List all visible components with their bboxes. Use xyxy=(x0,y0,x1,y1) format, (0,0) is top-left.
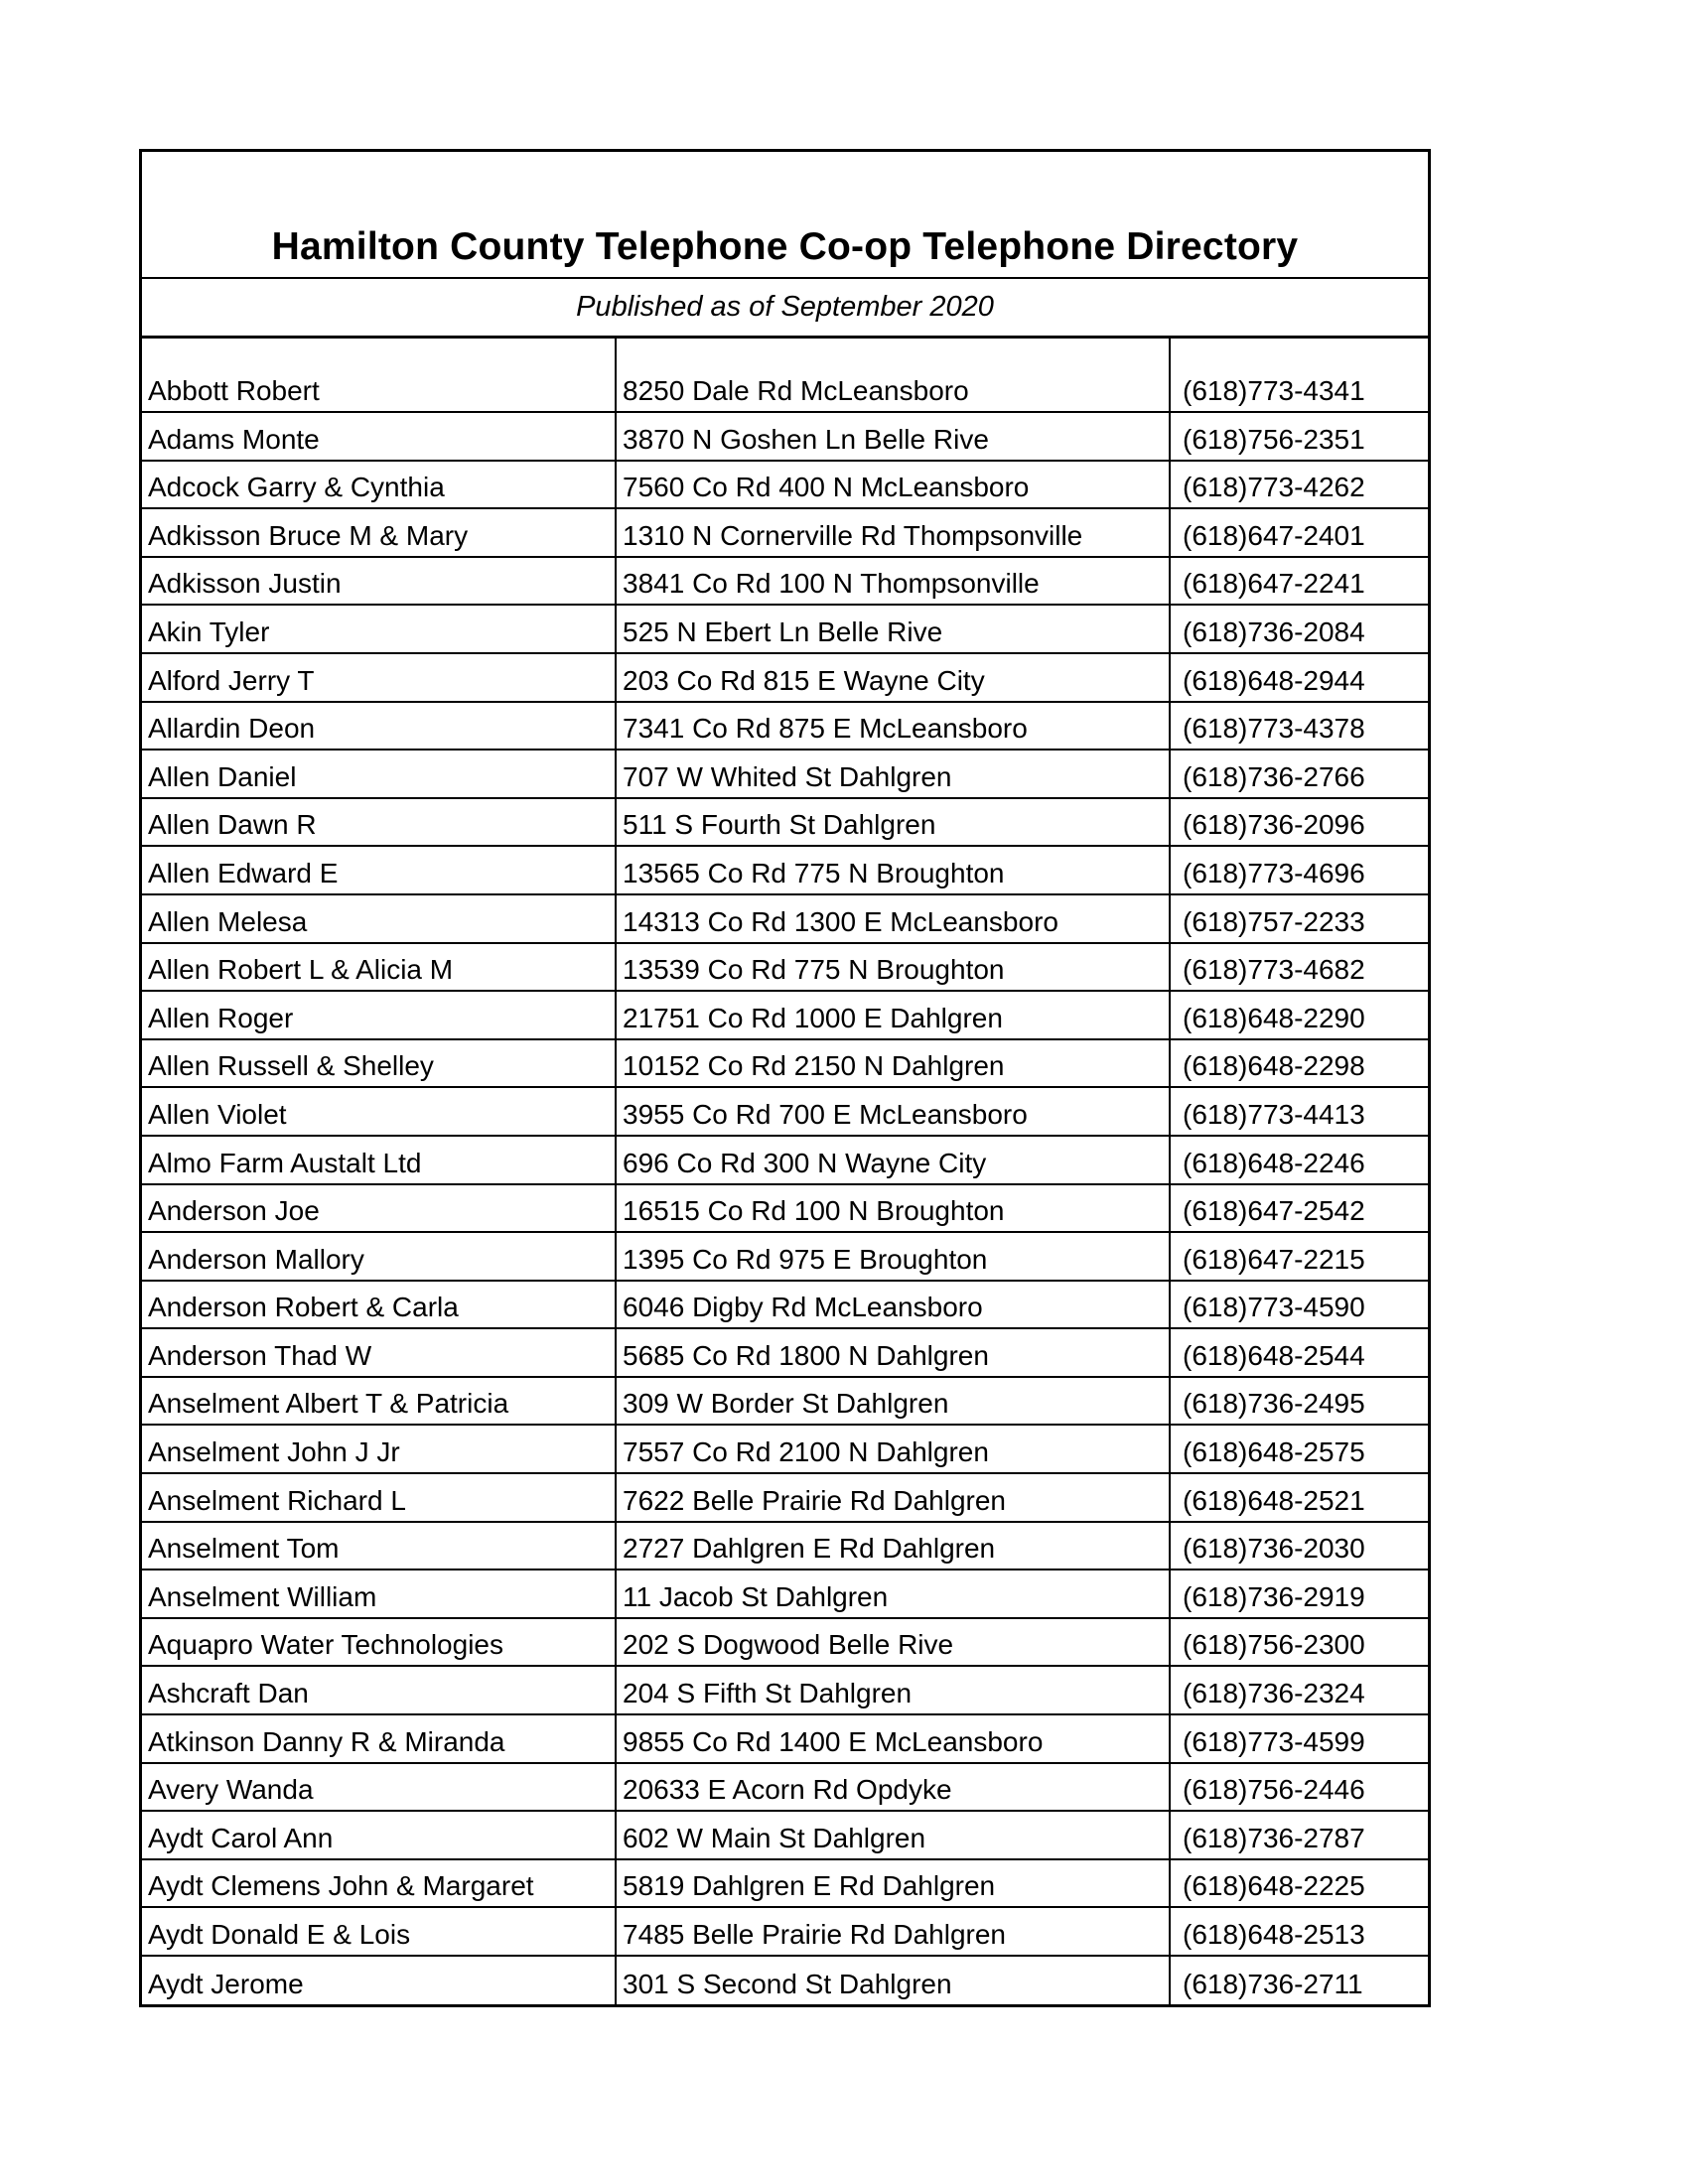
listing-name: Anselment Richard L xyxy=(142,1473,616,1522)
table-row xyxy=(142,412,1428,461)
listing-address: 8250 Dale Rd McLeansboro xyxy=(616,339,1170,412)
listing-name: Anselment William xyxy=(142,1570,616,1618)
table-row xyxy=(142,1570,1428,1618)
table-row xyxy=(142,1522,1428,1570)
listing-phone: (618)773-4413 xyxy=(1170,1087,1428,1136)
listing-phone: (618)647-2215 xyxy=(1170,1232,1428,1281)
listing-name: Allen Melesa xyxy=(142,894,616,943)
listing-name: Aquapro Water Technologies xyxy=(142,1618,616,1667)
table-row xyxy=(142,894,1428,943)
page-title: Hamilton County Telephone Co-op Telephone Directory xyxy=(271,225,1299,268)
listing-phone: (618)736-2495 xyxy=(1170,1377,1428,1426)
directory-table xyxy=(142,339,1428,2004)
listing-name: Atkinson Danny R & Miranda xyxy=(142,1714,616,1763)
listing-phone: (618)736-2711 xyxy=(1170,1956,1428,2004)
listing-name: Allen Daniel xyxy=(142,750,616,798)
table-row xyxy=(142,1859,1428,1908)
listing-phone: (618)773-4341 xyxy=(1170,339,1428,412)
listing-address: 309 W Border St Dahlgren xyxy=(616,1377,1170,1426)
listing-address: 301 S Second St Dahlgren xyxy=(616,1956,1170,2004)
directory-table-body xyxy=(142,339,1428,2004)
listing-phone: (618)773-4590 xyxy=(1170,1281,1428,1329)
table-row xyxy=(142,846,1428,894)
listing-phone: (618)648-2298 xyxy=(1170,1039,1428,1088)
listing-phone: (618)756-2300 xyxy=(1170,1618,1428,1667)
listing-phone: (618)736-2787 xyxy=(1170,1811,1428,1859)
listing-phone: (618)736-2766 xyxy=(1170,750,1428,798)
listing-phone: (618)773-4682 xyxy=(1170,943,1428,992)
table-row xyxy=(142,1136,1428,1184)
listing-address: 1310 N Cornerville Rd Thompsonville xyxy=(616,508,1170,557)
listing-name: Almo Farm Austalt Ltd xyxy=(142,1136,616,1184)
listing-name: Anderson Thad W xyxy=(142,1328,616,1377)
listing-name: Adkisson Bruce M & Mary xyxy=(142,508,616,557)
listing-phone: (618)648-2225 xyxy=(1170,1859,1428,1908)
listing-name: Avery Wanda xyxy=(142,1763,616,1812)
listing-phone: (618)736-2030 xyxy=(1170,1522,1428,1570)
listing-address: 3870 N Goshen Ln Belle Rive xyxy=(616,412,1170,461)
listing-address: 1395 Co Rd 975 E Broughton xyxy=(616,1232,1170,1281)
listing-name: Allardin Deon xyxy=(142,702,616,751)
listing-address: 6046 Digby Rd McLeansboro xyxy=(616,1281,1170,1329)
listing-address: 204 S Fifth St Dahlgren xyxy=(616,1666,1170,1714)
listing-name: Anderson Joe xyxy=(142,1184,616,1233)
listing-address: 602 W Main St Dahlgren xyxy=(616,1811,1170,1859)
table-row xyxy=(142,1666,1428,1714)
listing-address: 203 Co Rd 815 E Wayne City xyxy=(616,653,1170,702)
table-row xyxy=(142,508,1428,557)
listing-phone: (618)647-2542 xyxy=(1170,1184,1428,1233)
table-row xyxy=(142,1087,1428,1136)
listing-name: Alford Jerry T xyxy=(142,653,616,702)
table-row xyxy=(142,991,1428,1039)
listing-name: Allen Violet xyxy=(142,1087,616,1136)
listing-name: Anselment Albert T & Patricia xyxy=(142,1377,616,1426)
listing-name: Aydt Jerome xyxy=(148,1968,304,1999)
listing-address: 2727 Dahlgren E Rd Dahlgren xyxy=(616,1522,1170,1570)
listing-address: 3841 Co Rd 100 N Thompsonville xyxy=(616,557,1170,606)
listing-name: Anselment John J Jr xyxy=(142,1425,616,1473)
listing-phone: (618)648-2521 xyxy=(1170,1473,1428,1522)
listing-address: 21751 Co Rd 1000 E Dahlgren xyxy=(616,991,1170,1039)
table-row xyxy=(142,943,1428,992)
listing-phone: (618)756-2351 xyxy=(1170,412,1428,461)
table-row xyxy=(142,339,1428,412)
listing-address: 13539 Co Rd 775 N Broughton xyxy=(616,943,1170,992)
listing-phone: (618)648-2944 xyxy=(1170,653,1428,702)
listing-address: 5685 Co Rd 1800 N Dahlgren xyxy=(616,1328,1170,1377)
listing-name: Allen Edward E xyxy=(142,846,616,894)
table-row xyxy=(142,1425,1428,1473)
listing-address: 7622 Belle Prairie Rd Dahlgren xyxy=(616,1473,1170,1522)
listing-phone: (618)647-2241 xyxy=(1170,557,1428,606)
listing-address: 7557 Co Rd 2100 N Dahlgren xyxy=(616,1425,1170,1473)
listing-address: 7485 Belle Prairie Rd Dahlgren xyxy=(616,1907,1170,1956)
listing-name: Adkisson Justin xyxy=(142,557,616,606)
listing-address: 525 N Ebert Ln Belle Rive xyxy=(616,605,1170,653)
directory-subheader xyxy=(142,279,1428,339)
directory-table-frame xyxy=(139,149,1431,2007)
listing-phone: (618)736-2096 xyxy=(1170,798,1428,847)
listing-phone: (618)648-2290 xyxy=(1170,991,1428,1039)
table-row xyxy=(142,1618,1428,1667)
listing-name: Ashcraft Dan xyxy=(142,1666,616,1714)
listing-phone: (618)756-2446 xyxy=(1170,1763,1428,1812)
listing-address: 707 W Whited St Dahlgren xyxy=(616,750,1170,798)
listing-phone: (618)648-2513 xyxy=(1170,1907,1428,1956)
listing-phone: (618)648-2575 xyxy=(1170,1425,1428,1473)
listing-address: 9855 Co Rd 1400 E McLeansboro xyxy=(616,1714,1170,1763)
listing-address: 7341 Co Rd 875 E McLeansboro xyxy=(616,702,1170,751)
table-row xyxy=(142,1956,1428,2004)
table-row xyxy=(142,1184,1428,1233)
publication-date-note: Published as of September 2020 xyxy=(576,291,994,323)
table-row xyxy=(142,1281,1428,1329)
table-row xyxy=(142,557,1428,606)
table-row xyxy=(142,1714,1428,1763)
listing-name: Allen Russell & Shelley xyxy=(142,1039,616,1088)
listing-name: Aydt Clemens John & Margaret xyxy=(142,1859,616,1908)
listing-name: Akin Tyler xyxy=(142,605,616,653)
listing-name: Adcock Garry & Cynthia xyxy=(142,461,616,509)
listing-address: 696 Co Rd 300 N Wayne City xyxy=(616,1136,1170,1184)
listing-address: 16515 Co Rd 100 N Broughton xyxy=(616,1184,1170,1233)
table-row xyxy=(142,1763,1428,1812)
table-row xyxy=(142,798,1428,847)
listing-phone: (618)648-2544 xyxy=(1170,1328,1428,1377)
table-row xyxy=(142,1377,1428,1426)
listing-address: 14313 Co Rd 1300 E McLeansboro xyxy=(616,894,1170,943)
table-row xyxy=(142,750,1428,798)
table-row xyxy=(142,1811,1428,1859)
directory-header xyxy=(142,152,1428,279)
table-row xyxy=(142,1328,1428,1377)
table-row xyxy=(142,1473,1428,1522)
listing-name: Anderson Mallory xyxy=(142,1232,616,1281)
listing-address: 511 S Fourth St Dahlgren xyxy=(616,798,1170,847)
listing-name: Anselment Tom xyxy=(142,1522,616,1570)
table-row xyxy=(142,461,1428,509)
listing-address: 3955 Co Rd 700 E McLeansboro xyxy=(616,1087,1170,1136)
listing-phone: (618)757-2233 xyxy=(1170,894,1428,943)
listing-name: Adams Monte xyxy=(142,412,616,461)
listing-address: 10152 Co Rd 2150 N Dahlgren xyxy=(616,1039,1170,1088)
listing-name: Aydt Donald E & Lois xyxy=(142,1907,616,1956)
listing-name: Allen Roger xyxy=(142,991,616,1039)
listing-address: 202 S Dogwood Belle Rive xyxy=(616,1618,1170,1667)
listing-phone: (618)736-2919 xyxy=(1170,1570,1428,1618)
listing-phone: (618)773-4696 xyxy=(1170,846,1428,894)
table-row xyxy=(142,1232,1428,1281)
table-row xyxy=(142,605,1428,653)
listing-name: Aydt Carol Ann xyxy=(142,1811,616,1859)
table-row xyxy=(142,653,1428,702)
listing-phone: (618)773-4599 xyxy=(1170,1714,1428,1763)
listing-phone: (618)736-2084 xyxy=(1170,605,1428,653)
listing-phone: (618)773-4378 xyxy=(1170,702,1428,751)
listing-address: 11 Jacob St Dahlgren xyxy=(616,1570,1170,1618)
listing-name: Anderson Robert & Carla xyxy=(142,1281,616,1329)
listing-phone: (618)647-2401 xyxy=(1170,508,1428,557)
listing-address: 13565 Co Rd 775 N Broughton xyxy=(616,846,1170,894)
listing-phone: (618)773-4262 xyxy=(1170,461,1428,509)
listing-address: 20633 E Acorn Rd Opdyke xyxy=(616,1763,1170,1812)
listing-name: Allen Robert L & Alicia M xyxy=(142,943,616,992)
listing-address: 5819 Dahlgren E Rd Dahlgren xyxy=(616,1859,1170,1908)
table-row xyxy=(142,1907,1428,1956)
table-row xyxy=(142,1039,1428,1088)
listing-phone: (618)648-2246 xyxy=(1170,1136,1428,1184)
listing-name: Abbott Robert xyxy=(142,339,616,412)
listing-name: Allen Dawn R xyxy=(142,798,616,847)
table-row xyxy=(142,702,1428,751)
listing-address: 7560 Co Rd 400 N McLeansboro xyxy=(616,461,1170,509)
listing-phone: (618)736-2324 xyxy=(1170,1666,1428,1714)
